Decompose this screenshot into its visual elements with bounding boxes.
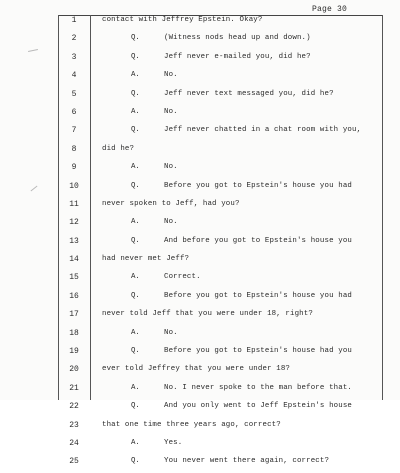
line-number: 6 bbox=[71, 107, 77, 117]
line-text: No. bbox=[164, 107, 178, 116]
transcript-line-12 bbox=[0, 215, 400, 233]
line-number: 16 bbox=[69, 291, 79, 301]
transcript-line-18 bbox=[0, 326, 400, 344]
transcript-lines bbox=[0, 13, 400, 473]
line-number: 5 bbox=[71, 89, 77, 99]
speaker-label: A. bbox=[131, 438, 140, 447]
speaker-label: Q. bbox=[131, 347, 140, 356]
transcript-line-21 bbox=[0, 381, 400, 399]
line-text: And you only went to Jeff Epstein's house bbox=[164, 402, 352, 411]
line-text: And before you got to Epstein's house you bbox=[164, 236, 352, 245]
line-text: Jeff never e-mailed you, did he? bbox=[164, 52, 311, 61]
line-number: 3 bbox=[71, 52, 77, 62]
line-number: 2 bbox=[71, 34, 77, 44]
line-text: Jeff never chatted in a chat room with you, bbox=[164, 126, 362, 135]
transcript-line-16 bbox=[0, 289, 400, 307]
line-text: Yes. bbox=[164, 438, 183, 447]
line-number: 19 bbox=[69, 347, 79, 357]
line-text: contact with Jeffrey Epstein. Okay? bbox=[102, 16, 263, 24]
line-text: Correct. bbox=[164, 273, 201, 282]
speaker-label: Q. bbox=[131, 34, 140, 43]
transcript-line-1 bbox=[0, 13, 400, 31]
speaker-label: Q. bbox=[131, 291, 140, 300]
transcript-line-7 bbox=[0, 123, 400, 141]
line-number: 24 bbox=[69, 438, 79, 448]
transcript-line-22 bbox=[0, 399, 400, 417]
transcript-line-20 bbox=[0, 362, 400, 380]
line-text: never spoken to Jeff, had you? bbox=[102, 199, 240, 208]
transcript-line-4 bbox=[0, 68, 400, 86]
transcript-line-10 bbox=[0, 179, 400, 197]
speaker-label: A. bbox=[131, 218, 140, 227]
speaker-label: A. bbox=[131, 163, 140, 172]
line-text: (Witness nods head up and down.) bbox=[164, 34, 311, 43]
transcript-line-6 bbox=[0, 105, 400, 123]
line-text: You never went there again, correct? bbox=[164, 457, 330, 466]
line-number: 13 bbox=[69, 236, 79, 246]
line-number: 9 bbox=[71, 163, 77, 173]
line-number: 12 bbox=[69, 218, 79, 228]
transcript-line-19 bbox=[0, 344, 400, 362]
line-number: 8 bbox=[71, 144, 77, 154]
speaker-label: A. bbox=[131, 71, 140, 80]
speaker-label: A. bbox=[131, 383, 140, 392]
speaker-label: Q. bbox=[131, 236, 140, 245]
transcript-line-23 bbox=[0, 418, 400, 436]
line-text: No. bbox=[164, 71, 178, 80]
speaker-label: Q. bbox=[131, 181, 140, 190]
line-number: 11 bbox=[69, 199, 79, 209]
line-text: No. I never spoke to the man before that. bbox=[164, 383, 352, 392]
transcript-line-9 bbox=[0, 160, 400, 178]
line-text: No. bbox=[164, 163, 178, 172]
speaker-label: A. bbox=[131, 328, 140, 337]
speaker-label: Q. bbox=[131, 89, 140, 98]
line-number: 1 bbox=[71, 16, 77, 25]
transcript-line-11 bbox=[0, 197, 400, 215]
transcript-line-15 bbox=[0, 270, 400, 288]
line-number: 22 bbox=[69, 402, 79, 412]
line-number: 15 bbox=[69, 273, 79, 283]
transcript-line-8 bbox=[0, 142, 400, 160]
speaker-label: Q. bbox=[131, 457, 140, 466]
line-text: Before you got to Epstein's house you had bbox=[164, 291, 352, 300]
transcript-line-24 bbox=[0, 436, 400, 454]
line-text: did he? bbox=[102, 144, 135, 153]
line-text: No. bbox=[164, 218, 178, 227]
transcript-line-14 bbox=[0, 252, 400, 270]
line-text: No. bbox=[164, 328, 178, 337]
line-number: 14 bbox=[69, 255, 79, 265]
page-number: Page 30 bbox=[312, 5, 348, 14]
transcript-line-25 bbox=[0, 454, 400, 472]
line-number: 7 bbox=[71, 126, 77, 136]
line-text: Before you got to Epstein's house you had bbox=[164, 181, 352, 190]
transcript-line-3 bbox=[0, 50, 400, 68]
speaker-label: Q. bbox=[131, 402, 140, 411]
line-text: never told Jeff that you were under 18, right? bbox=[102, 310, 313, 319]
line-number: 23 bbox=[69, 420, 79, 430]
line-text: had never met Jeff? bbox=[102, 255, 190, 264]
line-text: that one time three years ago, correct? bbox=[102, 420, 281, 429]
transcript-line-13 bbox=[0, 234, 400, 252]
speaker-label: A. bbox=[131, 273, 140, 282]
transcript-line-5 bbox=[0, 87, 400, 105]
speaker-label: Q. bbox=[131, 52, 140, 61]
line-number: 4 bbox=[71, 71, 77, 81]
line-number: 10 bbox=[69, 181, 79, 191]
line-text: ever told Jeffrey that you were under 18? bbox=[102, 365, 290, 374]
speaker-label: Q. bbox=[131, 126, 140, 135]
line-number: 25 bbox=[69, 457, 79, 467]
transcript-line-17 bbox=[0, 307, 400, 325]
line-number: 18 bbox=[69, 328, 79, 338]
line-number: 21 bbox=[69, 383, 79, 393]
line-text: Before you got to Epstein's house had you bbox=[164, 347, 352, 356]
speaker-label: A. bbox=[131, 107, 140, 116]
line-number: 17 bbox=[69, 310, 79, 320]
transcript-line-2 bbox=[0, 31, 400, 49]
line-text: Jeff never text messaged you, did he? bbox=[164, 89, 334, 98]
line-number: 20 bbox=[69, 365, 79, 375]
